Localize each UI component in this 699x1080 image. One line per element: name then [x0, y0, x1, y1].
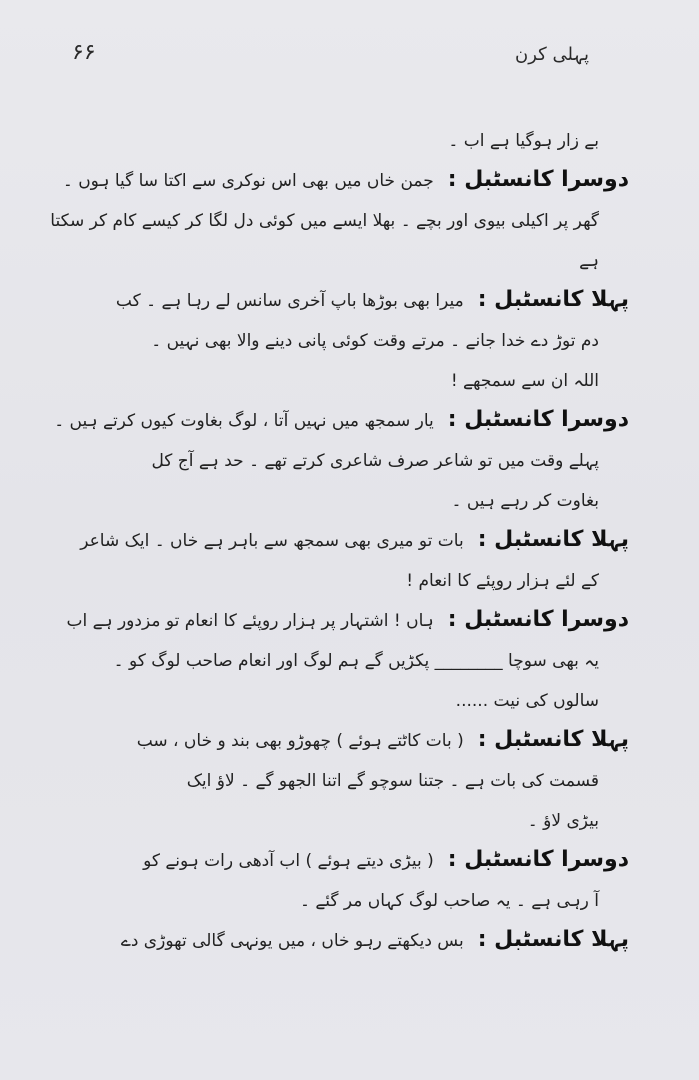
dialogue-line: [70, 840, 629, 880]
line-text: بے زار ہوگیا ہے اب ۔: [448, 131, 599, 151]
line-text: ہے: [579, 251, 599, 271]
dialogue-line: [70, 720, 629, 760]
line-text: ( بیڑی دیتے ہوئے ) اب آدھی رات ہونے کو: [143, 851, 434, 871]
line-text: یہ بھی سوچا ________ پکڑیں گے ہم لوگ اور انعام صاحب لوگ کو ۔: [113, 651, 599, 671]
line-text: بغاوت کر رہے ہیں ۔: [451, 491, 599, 511]
speaker-label: پہلا کانسٹبل :: [477, 927, 629, 952]
speaker-label: دوسرا کانسٹبل :: [447, 167, 629, 192]
dialogue-line: [54, 400, 629, 440]
line-text: بس دیکھتے رہو خاں ، میں یونہی گالی تھوڑی دے: [120, 931, 464, 951]
text-line: [70, 760, 629, 800]
speaker-label: پہلا کانسٹبل :: [477, 727, 629, 752]
speaker-label: پہلا کانسٹبل :: [477, 287, 629, 312]
text-line: [70, 480, 629, 520]
running-title: پہلی کرن: [515, 44, 589, 65]
line-text: ( بات کاٹتے ہوئے ) چھوڑو بھی بند و خاں ، سب: [136, 731, 464, 751]
speaker-label: دوسرا کانسٹبل :: [447, 407, 629, 432]
line-text: ہاں ! اشتہار پر ہزار روپئے کا انعام تو مزدور ہے اب: [66, 611, 434, 631]
line-text: بیڑی لاؤ ۔: [527, 811, 599, 831]
line-text: گھر پر اکیلی بیوی اور بچے ۔ بھلا ایسے میں کوئی دل لگا کر کیسے کام کر سکتا: [50, 211, 599, 231]
text-line: [70, 320, 629, 360]
line-text: قسمت کی بات ہے ۔ جتنا سوچو گے اتنا الجھو گے ۔ لاؤ ایک: [186, 771, 599, 791]
text-line: [70, 440, 629, 480]
speaker-label: پہلا کانسٹبل :: [477, 527, 629, 552]
line-text: اللہ ان سے سمجھے !: [450, 371, 599, 391]
line-text: پہلے وقت میں تو شاعر صرف شاعری کرتے تھے ۔ حد ہے آج کل: [151, 451, 599, 471]
page-number: ۶۶: [72, 40, 96, 65]
line-text: آ رہی ہے ۔ یہ صاحب لوگ کہاں مر گئے ۔: [299, 891, 599, 911]
speaker-label: دوسرا کانسٹبل :: [447, 607, 629, 632]
dialogue-line: [70, 520, 629, 560]
text-line: [50, 200, 629, 240]
text-line: [70, 880, 629, 920]
text-line: [70, 680, 629, 720]
text-line: [70, 360, 629, 400]
dialogue-line: [62, 160, 629, 200]
line-text: دم توڑ دے خدا جانے ۔ مرتے وقت کوئی پانی دینے والا بھی نہیں ۔: [151, 331, 599, 351]
dialogue-line: [70, 920, 629, 960]
dialogue-line: [70, 280, 629, 320]
text-line: [70, 640, 629, 680]
text-line: [70, 800, 629, 840]
text-line: [70, 120, 629, 160]
page-body: [50, 120, 629, 960]
line-text: جمن خاں میں بھی اس نوکری سے اکتا سا گیا ہوں ۔: [62, 171, 434, 191]
speaker-label: دوسرا کانسٹبل :: [447, 847, 629, 872]
line-text: یار سمجھ میں نہیں آتا ، لوگ بغاوت کیوں کرتے ہیں ۔: [54, 411, 434, 431]
line-text: بات تو میری بھی سمجھ سے باہر ہے خاں ۔ ایک شاعر: [80, 531, 464, 551]
line-text: سالوں کی نیت ......: [455, 691, 599, 711]
line-text: میرا بھی بوڑھا باپ آخری سانس لے رہا ہے ۔ کب: [115, 291, 464, 311]
text-line: [70, 240, 629, 280]
dialogue-line: [66, 600, 629, 640]
line-text: کے لئے ہزار روپئے کا انعام !: [406, 571, 599, 591]
text-line: [70, 560, 629, 600]
